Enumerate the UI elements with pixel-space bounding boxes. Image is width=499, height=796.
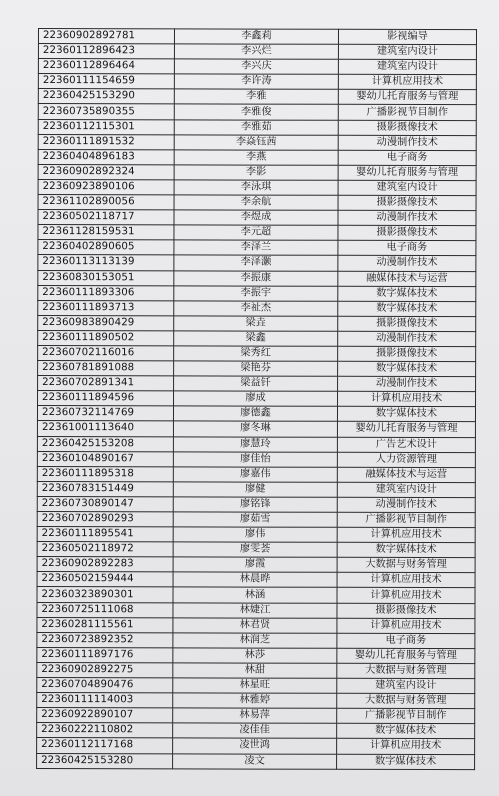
- table-row: [38, 149, 476, 165]
- table-row: [38, 255, 476, 271]
- student-name-cell: 李雅茹: [174, 119, 338, 135]
- student-id-cell: 22360702890293: [37, 511, 173, 526]
- student-name-cell: 凌世鸿: [173, 738, 337, 754]
- student-name-cell: 廖霞: [173, 557, 337, 573]
- table-row: [38, 210, 476, 226]
- student-id-cell: 22360702116016: [38, 345, 174, 360]
- table-row: [38, 315, 476, 331]
- student-name-cell: 李许涛: [174, 74, 338, 90]
- major-cell: 建筑室内设计: [338, 44, 476, 59]
- student-name-cell: 李泽灏: [174, 255, 338, 271]
- table-row: [37, 678, 475, 694]
- major-cell: 数字媒体技术: [338, 286, 476, 301]
- major-cell: 计算机应用技术: [338, 75, 476, 90]
- table-row: [37, 662, 475, 678]
- major-cell: 大数据与财务管理: [337, 663, 475, 678]
- student-id-cell: 22360781891088: [38, 361, 174, 376]
- student-name-cell: 李兴烂: [174, 44, 338, 60]
- student-id-cell: 22360104890167: [37, 451, 173, 466]
- student-name-cell: 梁艳芬: [174, 361, 338, 377]
- table-row: [37, 436, 475, 452]
- table-row: [37, 542, 475, 558]
- student-name-cell: 林婕江: [173, 602, 337, 618]
- student-id-cell: 22361102890056: [38, 195, 174, 210]
- table-row: [37, 587, 475, 603]
- table-row: [38, 300, 476, 316]
- student-name-cell: 廖伟: [173, 527, 337, 543]
- student-name-cell: 梁鑫: [174, 331, 338, 347]
- major-cell: 动漫制作技术: [337, 497, 475, 512]
- major-cell: 摄影摄像技术: [337, 603, 475, 618]
- student-name-cell: 李振康: [174, 270, 338, 286]
- major-cell: 人力资源管理: [337, 452, 475, 467]
- student-name-cell: 廖茹雪: [173, 512, 337, 528]
- table-row: [38, 89, 476, 105]
- student-name-cell: 李鑫莉: [174, 29, 338, 45]
- student-id-cell: 22360404896183: [38, 149, 174, 164]
- major-cell: 数字媒体技术: [337, 542, 475, 557]
- student-id-cell: 22360730890147: [37, 496, 173, 511]
- major-cell: 数字媒体技术: [337, 724, 475, 739]
- table-row: [37, 647, 475, 663]
- major-cell: 广播影视节目制作: [337, 709, 475, 724]
- student-name-cell: 凌文: [173, 753, 337, 769]
- major-cell: 建筑室内设计: [337, 678, 475, 693]
- table-row: [37, 602, 475, 618]
- major-cell: 婴幼儿托育服务与管理: [337, 422, 475, 437]
- student-id-cell: 22360702891341: [38, 376, 174, 391]
- student-name-cell: 李振宇: [174, 285, 338, 301]
- student-id-cell: 22360704890476: [37, 678, 173, 693]
- student-id-cell: 22360783151449: [37, 481, 173, 496]
- major-cell: 计算机应用技术: [337, 573, 475, 588]
- student-name-cell: 廖佳怡: [173, 451, 337, 467]
- major-cell: 动漫制作技术: [338, 331, 476, 346]
- major-cell: 动漫制作技术: [338, 210, 476, 225]
- major-cell: 建筑室内设计: [337, 482, 475, 497]
- student-id-cell: 22360735890355: [38, 104, 174, 119]
- student-id-cell: 22361001113640: [37, 421, 173, 436]
- major-cell: 广告艺术设计: [337, 437, 475, 452]
- student-id-cell: 22360113113139: [38, 255, 174, 270]
- student-name-cell: 林易萍: [173, 708, 337, 724]
- student-id-cell: 22360111114003: [37, 693, 173, 708]
- student-name-cell: 林雅婷: [173, 693, 337, 709]
- major-cell: 融媒体技术与运营: [337, 467, 475, 482]
- table-row: [38, 119, 476, 135]
- student-name-cell: 林晨晔: [173, 572, 337, 588]
- major-cell: 婴幼儿托育服务与管理: [338, 165, 476, 180]
- student-id-cell: 22360112896423: [38, 44, 174, 59]
- student-id-cell: 22360923890106: [38, 179, 174, 194]
- major-cell: 广播影视节目制作: [337, 512, 475, 527]
- student-name-cell: 林君贤: [173, 618, 337, 634]
- student-roster-table: [36, 28, 477, 770]
- table-row: [38, 285, 476, 301]
- student-id-cell: 22360902892781: [38, 29, 174, 44]
- student-id-cell: 22361128159531: [38, 225, 174, 240]
- major-cell: 数字媒体技术: [337, 407, 475, 422]
- major-cell: 数字媒体技术: [338, 301, 476, 316]
- student-id-cell: 22360111895318: [37, 466, 173, 481]
- student-id-cell: 22360732114769: [37, 406, 173, 421]
- student-name-cell: 李泽兰: [174, 240, 338, 256]
- student-id-cell: 22360902892275: [37, 662, 173, 677]
- student-name-cell: 廖铭锋: [173, 497, 337, 513]
- major-cell: 摄影摄像技术: [338, 346, 476, 361]
- table-row: [38, 179, 476, 195]
- roster-body: [37, 29, 477, 770]
- student-name-cell: 李元超: [174, 225, 338, 241]
- student-name-cell: 廖成: [174, 391, 338, 407]
- table-row: [38, 240, 476, 256]
- major-cell: 建筑室内设计: [338, 59, 476, 74]
- major-cell: 计算机应用技术: [337, 739, 475, 754]
- student-id-cell: 22360502118717: [38, 210, 174, 225]
- student-name-cell: 林甜: [173, 663, 337, 679]
- student-name-cell: 林润芝: [173, 633, 337, 649]
- table-row: [38, 361, 476, 377]
- table-row: [37, 451, 475, 467]
- student-name-cell: 李焱钰茜: [174, 135, 338, 151]
- student-id-cell: 22360111893306: [38, 285, 174, 300]
- major-cell: 动漫制作技术: [338, 376, 476, 391]
- table-row: [38, 330, 476, 346]
- student-id-cell: 22360281115561: [37, 617, 173, 632]
- student-id-cell: 22360983890429: [38, 315, 174, 330]
- major-cell: 大数据与财务管理: [337, 558, 475, 573]
- student-name-cell: 林星旺: [173, 678, 337, 694]
- table-row: [38, 164, 476, 180]
- table-row: [37, 693, 475, 709]
- student-id-cell: 22360425153208: [37, 436, 173, 451]
- student-id-cell: 22360111895541: [37, 527, 173, 542]
- student-id-cell: 22360902892324: [38, 164, 174, 179]
- student-name-cell: 李雅俊: [174, 104, 338, 120]
- student-name-cell: 廖德鑫: [173, 406, 337, 422]
- table-row: [38, 44, 476, 60]
- table-row: [37, 632, 475, 648]
- student-name-cell: 李煜成: [174, 210, 338, 226]
- student-id-cell: 22360425153290: [38, 89, 174, 104]
- major-cell: 数字媒体技术: [338, 361, 476, 376]
- table-row: [37, 406, 475, 422]
- table-row: [37, 617, 475, 633]
- table-row: [37, 738, 475, 754]
- student-name-cell: 廖健: [173, 482, 337, 498]
- major-cell: 建筑室内设计: [338, 180, 476, 195]
- student-id-cell: 22360723892352: [37, 632, 173, 647]
- student-id-cell: 22360922890107: [37, 708, 173, 723]
- student-id-cell: 22360111891532: [38, 134, 174, 149]
- student-id-cell: 22360111893713: [38, 300, 174, 315]
- table-row: [37, 527, 475, 543]
- table-row: [37, 708, 475, 724]
- student-name-cell: 李雅: [174, 89, 338, 105]
- table-row: [37, 466, 475, 482]
- student-name-cell: 梁秀红: [174, 346, 338, 362]
- student-name-cell: 廖慧玲: [173, 436, 337, 452]
- major-cell: 动漫制作技术: [338, 135, 476, 150]
- major-cell: 广播影视节目制作: [338, 105, 476, 120]
- student-id-cell: 22360111890502: [38, 330, 174, 345]
- student-name-cell: 廖雯荟: [173, 542, 337, 558]
- table-row: [38, 104, 476, 120]
- major-cell: 计算机应用技术: [337, 527, 475, 542]
- major-cell: 摄影摄像技术: [338, 120, 476, 135]
- student-name-cell: 林莎: [173, 648, 337, 664]
- student-id-cell: 22360111154659: [38, 74, 174, 89]
- student-id-cell: 22360402890605: [38, 240, 174, 255]
- major-cell: 摄影摄像技术: [338, 226, 476, 241]
- student-id-cell: 22360830153051: [38, 270, 174, 285]
- student-id-cell: 22360112896464: [38, 59, 174, 74]
- student-id-cell: 22360111894596: [38, 391, 174, 406]
- student-name-cell: 梁垚: [174, 316, 338, 332]
- table-row: [38, 29, 476, 45]
- student-name-cell: 李影: [174, 165, 338, 181]
- student-id-cell: 22360902892283: [37, 557, 173, 572]
- table-row: [38, 134, 476, 150]
- student-name-cell: 林涵: [173, 587, 337, 603]
- student-id-cell: 22360222110802: [37, 723, 173, 738]
- major-cell: 计算机应用技术: [337, 588, 475, 603]
- table-row: [38, 225, 476, 241]
- student-id-cell: 22360112115301: [38, 119, 174, 134]
- student-id-cell: 22360502118972: [37, 542, 173, 557]
- major-cell: 婴幼儿托育服务与管理: [338, 90, 476, 105]
- student-id-cell: 22360323890301: [37, 587, 173, 602]
- major-cell: 计算机应用技术: [338, 392, 476, 407]
- student-id-cell: 22360502159444: [37, 572, 173, 587]
- table-row: [37, 496, 475, 512]
- student-id-cell: 22360425153280: [37, 753, 173, 768]
- table-row: [38, 345, 476, 361]
- major-cell: 数字媒体技术: [337, 754, 475, 769]
- table-row: [38, 270, 476, 286]
- major-cell: 电子商务: [337, 633, 475, 648]
- student-id-cell: 22360111897176: [37, 647, 173, 662]
- table-row: [38, 195, 476, 211]
- table-row: [37, 511, 475, 527]
- student-name-cell: 廖冬琳: [173, 421, 337, 437]
- table-row: [38, 391, 476, 407]
- table-row: [37, 572, 475, 588]
- student-name-cell: 李兴庆: [174, 59, 338, 75]
- major-cell: 计算机应用技术: [337, 618, 475, 633]
- major-cell: 摄影摄像技术: [338, 195, 476, 210]
- major-cell: 电子商务: [338, 150, 476, 165]
- student-name-cell: 梁益钎: [174, 376, 338, 392]
- student-name-cell: 李余航: [174, 195, 338, 211]
- table-row: [38, 74, 476, 90]
- table-row: [37, 753, 475, 769]
- table-row: [38, 376, 476, 392]
- student-id-cell: 22360112117168: [37, 738, 173, 753]
- major-cell: 影视编导: [338, 29, 476, 44]
- student-name-cell: 廖嘉伟: [173, 467, 337, 483]
- student-id-cell: 22360725111068: [37, 602, 173, 617]
- major-cell: 动漫制作技术: [338, 256, 476, 271]
- table-row: [37, 557, 475, 573]
- table-row: [37, 421, 475, 437]
- major-cell: 婴幼儿托育服务与管理: [337, 648, 475, 663]
- major-cell: 融媒体技术与运营: [338, 271, 476, 286]
- table-row: [37, 481, 475, 497]
- major-cell: 摄影摄像技术: [338, 316, 476, 331]
- student-name-cell: 李泳琪: [174, 180, 338, 196]
- table-row: [37, 723, 475, 739]
- table-row: [38, 59, 476, 75]
- major-cell: 大数据与财务管理: [337, 693, 475, 708]
- major-cell: 电子商务: [338, 241, 476, 256]
- student-name-cell: 李祉杰: [174, 301, 338, 317]
- student-name-cell: 李燕: [174, 150, 338, 166]
- student-name-cell: 凌佳佳: [173, 723, 337, 739]
